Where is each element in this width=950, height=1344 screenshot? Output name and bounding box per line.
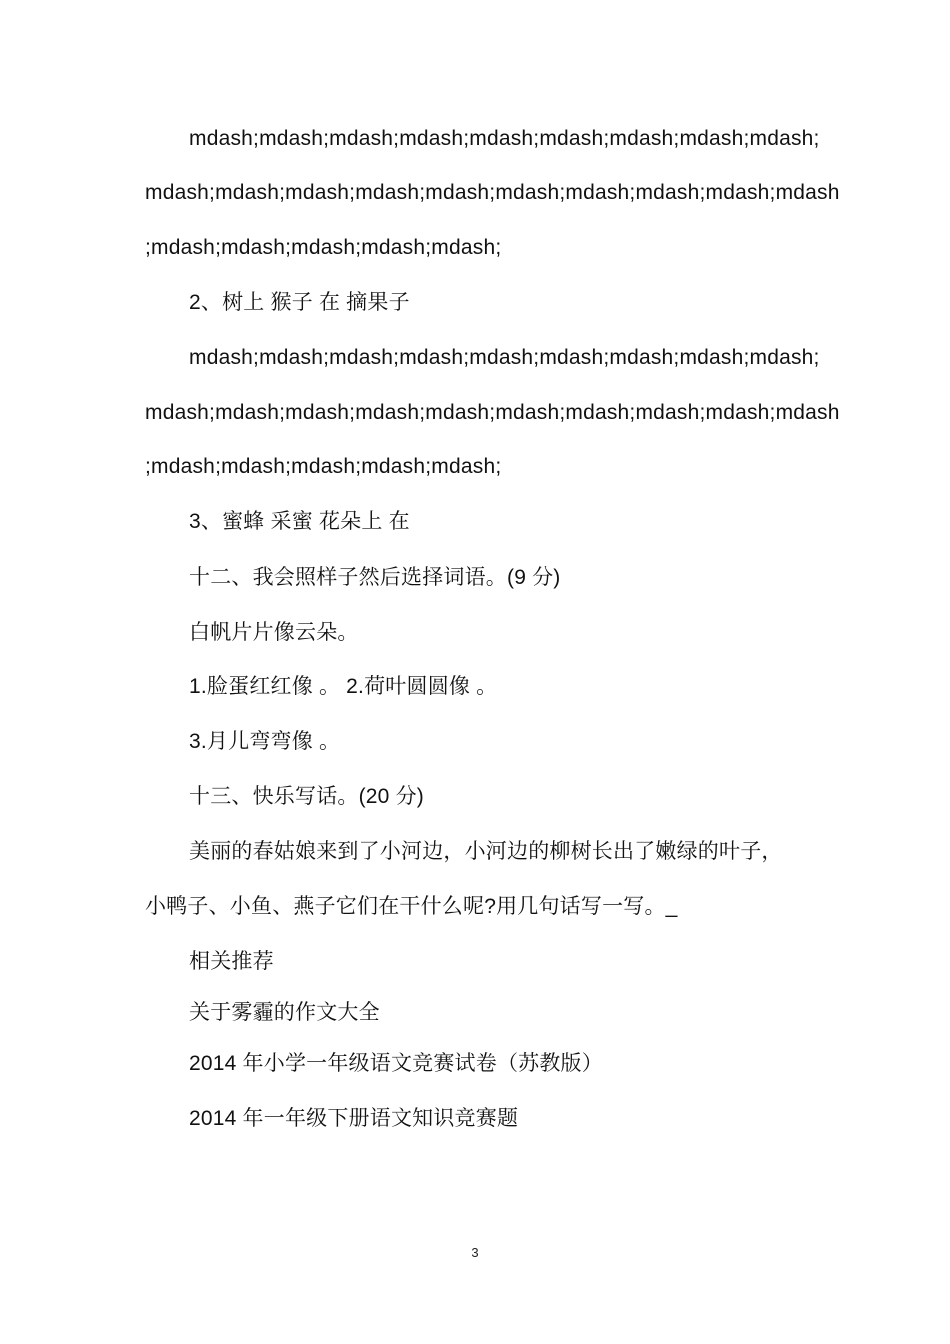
- page-number: 3: [471, 1245, 479, 1260]
- dash-line-3: ;mdash;mdash;mdash;mdash;mdash;: [145, 236, 502, 259]
- dash-line-1: mdash;mdash;mdash;mdash;mdash;mdash;mdash;mdash;mdash;: [189, 127, 820, 150]
- writing-prompt-line-1: 美丽的春姑娘来到了小河边，小河边的柳树长出了嫩绿的叶子，: [189, 840, 783, 863]
- related-heading: 相关推荐: [189, 950, 274, 973]
- fill-in-items-1-2: 1.脸蛋红红像 。 2.荷叶圆圆像 。: [189, 675, 498, 698]
- exercise-item-3: 3、蜜蜂 采蜜 花朵上 在: [189, 510, 410, 533]
- exercise-item-2: 2、树上 猴子 在 摘果子: [189, 291, 410, 314]
- related-link-3[interactable]: 2014 年一年级下册语文知识竞赛题: [189, 1107, 519, 1130]
- dash-line-6: ;mdash;mdash;mdash;mdash;mdash;: [145, 455, 502, 478]
- writing-prompt-line-2: 小鸭子、小鱼、燕子它们在干什么呢?用几句话写一写。_: [145, 895, 678, 918]
- example-sentence: 白帆片片像云朵。: [189, 621, 359, 644]
- fill-in-item-3: 3.月儿弯弯像 。: [189, 730, 341, 753]
- dash-line-2: mdash;mdash;mdash;mdash;mdash;mdash;mdash;mdash;mdash;mdash: [145, 181, 840, 204]
- dash-line-4: mdash;mdash;mdash;mdash;mdash;mdash;mdash;mdash;mdash;: [189, 346, 820, 369]
- related-link-2[interactable]: 2014 年小学一年级语文竞赛试卷（苏教版）: [189, 1052, 603, 1075]
- section-13-heading: 十三、快乐写话。(20 分): [189, 785, 424, 808]
- dash-line-5: mdash;mdash;mdash;mdash;mdash;mdash;mdash;mdash;mdash;mdash: [145, 401, 840, 424]
- related-link-1[interactable]: 关于雾霾的作文大全: [189, 1001, 380, 1024]
- section-12-heading: 十二、我会照样子然后选择词语。(9 分): [189, 566, 561, 589]
